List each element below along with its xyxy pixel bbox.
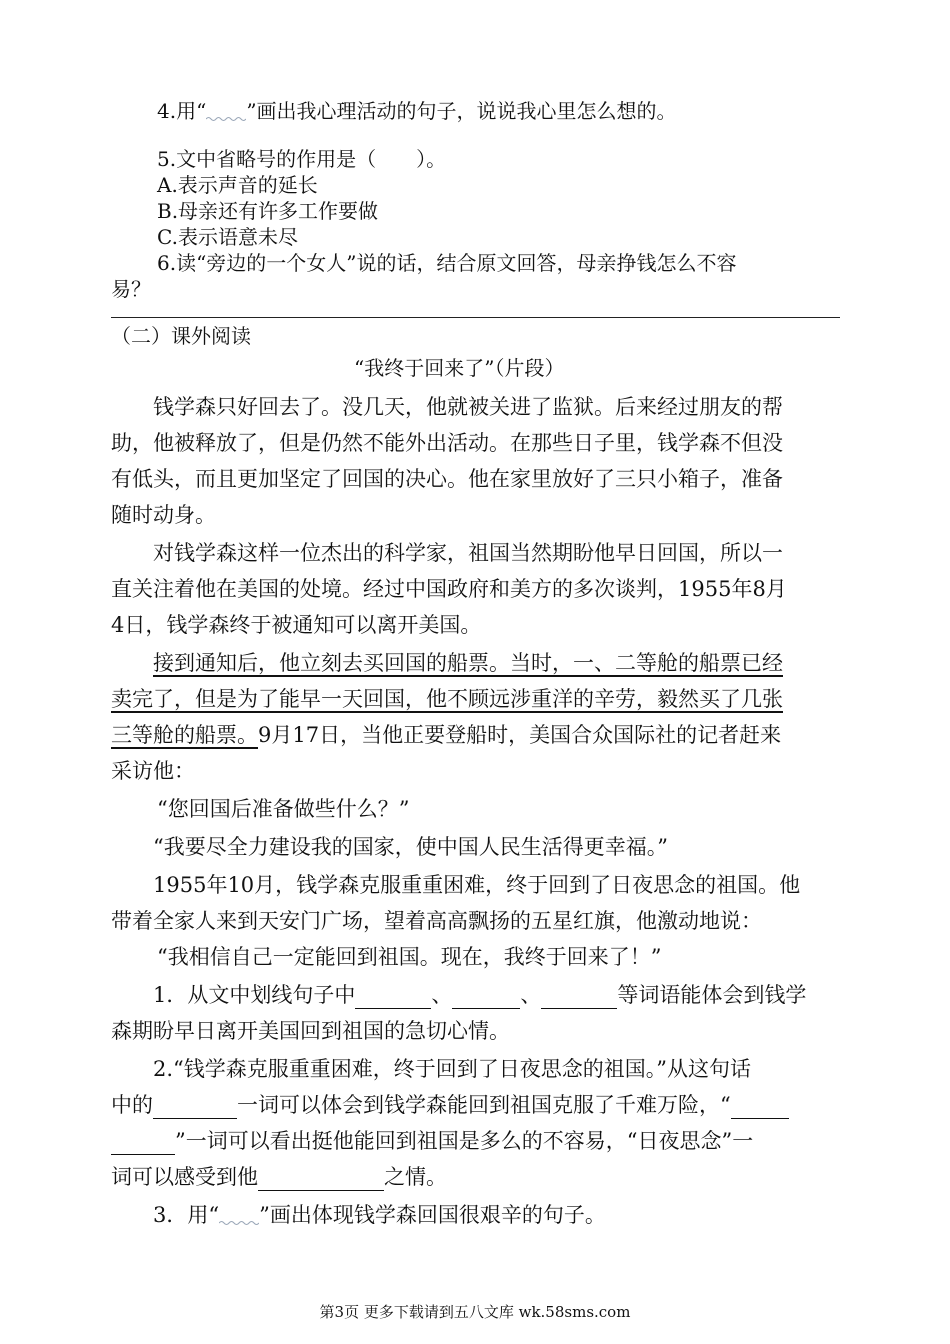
exercise-1-line2: 森期盼早日离开美国回到祖国的急切心情。 [111,1019,510,1043]
quote-3: “我相信自己一定能回到祖国。现在，我终于回来了！” [157,945,662,969]
para1-line2: 助，他被释放了，但是仍然不能外出活动。在那些日子里，钱学森不但没 [111,431,783,455]
option-a: A.表示声音的延长 [157,173,318,197]
answer-blank[interactable] [355,986,431,1009]
answer-blank[interactable] [452,986,520,1009]
para4-line2: 带着全家人来到天安门广场，望着高高飘扬的五星红旗，他激动地说： [111,909,762,933]
exercise-2-line4: 词可以感受到他 之情。 [111,1165,447,1189]
para2-line1: 对钱学森这样一位杰出的科学家，祖国当然期盼他早日回国，所以一 [153,541,783,565]
exercise-2-line2: 中的 一词可以体会到钱学森能回到祖国克服了千难万险，“ [111,1091,789,1119]
para2-line2: 直关注着他在美国的处境。经过中国政府和美方的多次谈判，1955年8月 [111,577,787,601]
wavy-underline-icon [206,103,246,123]
option-b: B.母亲还有许多工作要做 [157,199,379,223]
para4-line1: 1955年10月，钱学森克服重重困难，终于回到了日夜思念的祖国。他 [153,873,801,897]
exercise-2-line1: 2.“钱学森克服重重困难，终于回到了日夜思念的祖国。”从这句话 [153,1057,752,1081]
answer-blank[interactable] [541,986,617,1009]
quote-1: “您回国后准备做些什么？” [157,797,410,821]
option-c: C.表示语意未尽 [157,225,298,249]
exercise-3: 3．用“ ”画出体现钱学森回国很艰辛的句子。 [153,1203,606,1227]
underlined-sentence-line1: 接到通知后，他立刻去买回国的船票。当时，一、二等舱的船票已经 [153,651,783,675]
answer-blank[interactable] [258,1168,384,1191]
answer-blank[interactable] [111,1132,175,1155]
wavy-underline-icon [219,1207,259,1227]
para3-line3: 三等舱的船票。9月17日，当他正要登船时，美国合众国际社的记者赶来 [111,723,782,747]
passage-title: “我终于回来了”（片段） [354,356,565,380]
para1-line3: 有低头，而且更加坚定了回国的决心。他在家里放好了三只小箱子，准备 [111,467,783,491]
para2-line3: 4日，钱学森终于被通知可以离开美国。 [111,613,482,637]
para1-line4: 随时动身。 [111,503,216,527]
question-6-line2: 易？ [111,277,151,301]
page-footer: 第3页 更多下载请到五八文库 wk.58sms.com [319,1303,631,1321]
answer-blank[interactable] [153,1096,237,1119]
question-5: 5.文中省略号的作用是（ ）。 [157,147,447,171]
section-heading: （二）课外阅读 [111,324,251,348]
exercise-1-line1: 1．从文中划线句子中 、 、 等词语能体会到钱学 [153,983,807,1007]
underlined-sentence-line3: 三等舱的船票。 [111,723,258,747]
exercise-2-line3: ”一词可以看出挺他能回到祖国是多么的不容易，“日夜思念”一 [111,1127,753,1155]
answer-blank[interactable] [731,1096,789,1119]
question-6-line1: 6.读“旁边的一个女人”说的话，结合原文回答，母亲挣钱怎么不容 [157,251,737,275]
question-4: 4.用“ ”画出我心理活动的句子，说说我心里怎么想的。 [157,99,677,123]
underlined-sentence-line2: 卖完了，但是为了能早一天回国，他不顾远涉重洋的辛劳，毅然买了几张 [111,687,783,711]
para3-line4: 采访他： [111,759,195,783]
quote-2: “我要尽全力建设我的国家，使中国人民生活得更幸福。” [153,835,668,859]
para1-line1: 钱学森只好回去了。没几天，他就被关进了监狱。后来经过朋友的帮 [153,395,783,419]
divider-line [111,317,840,318]
